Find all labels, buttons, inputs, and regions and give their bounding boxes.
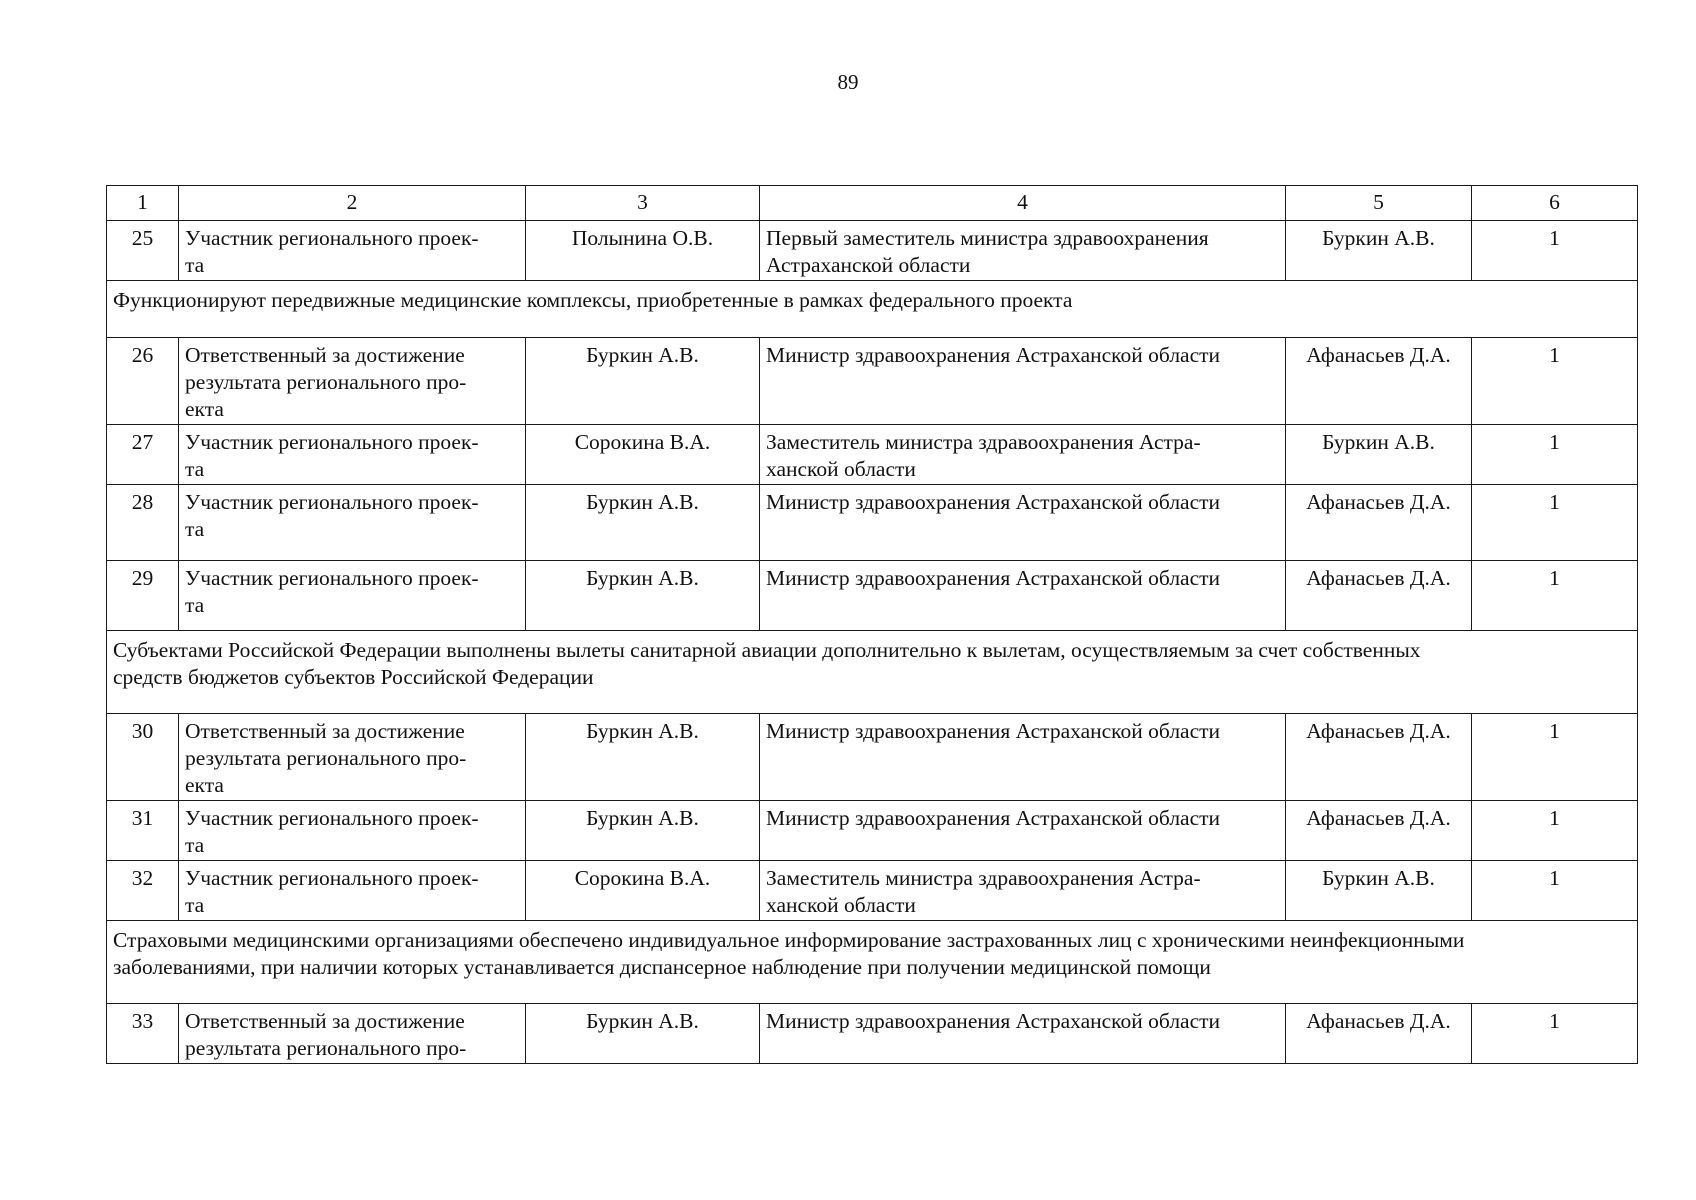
person-name: Буркин А.В. — [526, 485, 760, 561]
role-in-project-line: та — [185, 593, 205, 617]
role-in-project-line: та — [185, 253, 205, 277]
person-position-line: Министр здравоохранения Астраханской области — [766, 490, 1221, 514]
row-number: 25 — [107, 221, 179, 281]
person-position-line: Первый заместитель министра здравоохранения — [766, 226, 1209, 250]
table-row — [107, 338, 1638, 425]
row-number: 27 — [107, 425, 179, 485]
person-position-line: Министр здравоохранения Астраханской области — [766, 343, 1221, 367]
role-in-project-line: та — [185, 893, 205, 917]
direct-supervisor: Буркин А.В. — [1286, 861, 1472, 921]
workload-share: 1 — [1472, 338, 1638, 425]
direct-supervisor: Афанасьев Д.А. — [1286, 338, 1472, 425]
role-in-project-line: та — [185, 833, 205, 857]
workload-share: 1 — [1472, 221, 1638, 281]
role-in-project-line: результата регионального про- — [185, 370, 467, 394]
section-heading-line: средств бюджетов субъектов Российской Федерации — [113, 665, 594, 689]
direct-supervisor: Афанасьев Д.А. — [1286, 561, 1472, 631]
role-in-project-line: Участник регионального проек- — [185, 490, 479, 514]
direct-supervisor: Афанасьев Д.А. — [1286, 485, 1472, 561]
workload-share: 1 — [1472, 1004, 1638, 1064]
role-in-project — [179, 221, 526, 281]
person-position-line: Заместитель министра здравоохранения Астра- — [766, 430, 1201, 454]
person-position — [760, 801, 1286, 861]
role-in-project-line: Ответственный за достижение — [185, 719, 465, 743]
person-position-line: Астраханской области — [766, 253, 971, 277]
workload-share: 1 — [1472, 561, 1638, 631]
person-name: Буркин А.В. — [526, 1004, 760, 1064]
workload-share: 1 — [1472, 485, 1638, 561]
row-number: 29 — [107, 561, 179, 631]
page-number: 89 — [837, 70, 859, 94]
role-in-project — [179, 861, 526, 921]
table-row — [107, 485, 1638, 561]
workload-share: 1 — [1472, 425, 1638, 485]
section-heading — [107, 921, 1638, 1004]
role-in-project-line: Участник регионального проек- — [185, 566, 479, 590]
role-in-project-line: та — [185, 517, 205, 541]
header-cell: 2 — [179, 186, 526, 221]
table-row — [107, 1004, 1638, 1064]
table-row — [107, 425, 1638, 485]
person-position — [760, 485, 1286, 561]
section-heading-line: Страховыми медицинскими организациями обеспечено индивидуальное информирование застрахованных лиц с хроническими неинфекционными — [113, 928, 1465, 952]
person-name: Буркин А.В. — [526, 338, 760, 425]
person-position — [760, 425, 1286, 485]
role-in-project-line: та — [185, 457, 205, 481]
role-in-project-line: Участник регионального проек- — [185, 866, 479, 890]
table-header-row — [107, 186, 1638, 221]
person-position — [760, 561, 1286, 631]
person-position-line: ханской области — [766, 893, 916, 917]
workload-share: 1 — [1472, 714, 1638, 801]
section-heading — [107, 281, 1638, 338]
role-in-project-line: Участник регионального проек- — [185, 226, 479, 250]
row-number: 26 — [107, 338, 179, 425]
table-row — [107, 561, 1638, 631]
person-position-line: Министр здравоохранения Астраханской области — [766, 566, 1221, 590]
responsibility-table — [106, 185, 1638, 1064]
direct-supervisor: Буркин А.В. — [1286, 221, 1472, 281]
role-in-project — [179, 561, 526, 631]
role-in-project-line: результата регионального про- — [185, 746, 467, 770]
person-name: Сорокина В.А. — [526, 425, 760, 485]
role-in-project — [179, 801, 526, 861]
person-position-line: Министр здравоохранения Астраханской области — [766, 719, 1221, 743]
person-position-line: ханской области — [766, 457, 916, 481]
role-in-project-line: Участник регионального проек- — [185, 430, 479, 454]
person-position-line: Министр здравоохранения Астраханской области — [766, 1009, 1221, 1033]
role-in-project — [179, 338, 526, 425]
person-name: Буркин А.В. — [526, 714, 760, 801]
person-position — [760, 221, 1286, 281]
table-row — [107, 221, 1638, 281]
person-name: Сорокина В.А. — [526, 861, 760, 921]
role-in-project — [179, 714, 526, 801]
section-heading-row — [107, 921, 1638, 1004]
role-in-project-line: екта — [185, 397, 224, 421]
role-in-project-line: Ответственный за достижение — [185, 1009, 465, 1033]
row-number: 30 — [107, 714, 179, 801]
person-name: Буркин А.В. — [526, 561, 760, 631]
header-cell: 1 — [107, 186, 179, 221]
person-position-line: Заместитель министра здравоохранения Астра- — [766, 866, 1201, 890]
person-name: Буркин А.В. — [526, 801, 760, 861]
header-cell: 6 — [1472, 186, 1638, 221]
table-row — [107, 801, 1638, 861]
person-position-line: Министр здравоохранения Астраханской области — [766, 806, 1221, 830]
role-in-project-line: Участник регионального проек- — [185, 806, 479, 830]
person-position — [760, 1004, 1286, 1064]
role-in-project — [179, 1004, 526, 1064]
person-position — [760, 714, 1286, 801]
role-in-project — [179, 425, 526, 485]
direct-supervisor: Афанасьев Д.А. — [1286, 801, 1472, 861]
section-heading-line: Субъектами Российской Федерации выполнены вылеты санитарной авиации дополнительно к вылетам, осуществляемым за счет собственных — [113, 638, 1421, 662]
section-heading-line: Функционируют передвижные медицинские комплексы, приобретенные в рамках федерального проекта — [113, 288, 1073, 312]
table-row — [107, 714, 1638, 801]
direct-supervisor: Буркин А.В. — [1286, 425, 1472, 485]
direct-supervisor: Афанасьев Д.А. — [1286, 1004, 1472, 1064]
header-cell: 4 — [760, 186, 1286, 221]
role-in-project — [179, 485, 526, 561]
section-heading — [107, 631, 1638, 714]
role-in-project-line: результата регионального про- — [185, 1036, 467, 1060]
row-number: 31 — [107, 801, 179, 861]
row-number: 28 — [107, 485, 179, 561]
header-cell: 5 — [1286, 186, 1472, 221]
person-position — [760, 861, 1286, 921]
person-position — [760, 338, 1286, 425]
table-row — [107, 861, 1638, 921]
header-cell: 3 — [526, 186, 760, 221]
role-in-project-line: екта — [185, 773, 224, 797]
role-in-project-line: Ответственный за достижение — [185, 343, 465, 367]
section-heading-row — [107, 281, 1638, 338]
direct-supervisor: Афанасьев Д.А. — [1286, 714, 1472, 801]
row-number: 32 — [107, 861, 179, 921]
section-heading-row — [107, 631, 1638, 714]
section-heading-line: заболеваниями, при наличии которых устанавливается диспансерное наблюдение при получении медицинской помощи — [113, 955, 1211, 979]
row-number: 33 — [107, 1004, 179, 1064]
workload-share: 1 — [1472, 801, 1638, 861]
workload-share: 1 — [1472, 861, 1638, 921]
person-name: Полынина О.В. — [526, 221, 760, 281]
